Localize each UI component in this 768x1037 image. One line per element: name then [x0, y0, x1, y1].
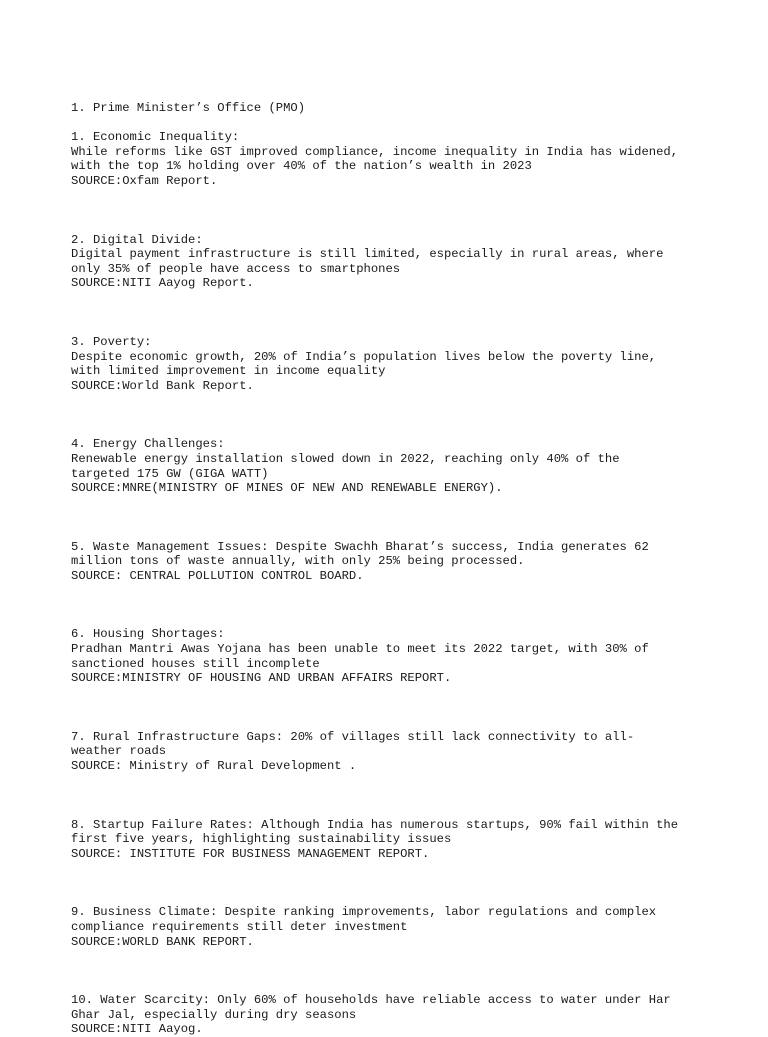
- issue-text-line: SOURCE: Ministry of Rural Development .: [71, 759, 357, 774]
- issue-item: [71, 905, 751, 949]
- issue-text-line: Pradhan Mantri Awas Yojana has been unable to meet its 2022 target, with 30% of: [71, 642, 649, 657]
- document-page: [71, 101, 751, 1037]
- issue-title-line: 4. Energy Challenges:: [71, 437, 225, 452]
- issue-item: [71, 130, 751, 188]
- issue-text-line: only 35% of people have access to smartphones: [71, 261, 401, 276]
- issue-item: [71, 335, 751, 393]
- issue-text-line: SOURCE:World Bank Report.: [71, 378, 254, 393]
- issue-title-line: 7. Rural Infrastructure Gaps: 20% of villages still lack connectivity to all-: [71, 729, 635, 744]
- issue-text-line: Renewable energy installation slowed down in 2022, reaching only 40% of the: [71, 451, 620, 466]
- issue-title-line: 8. Startup Failure Rates: Although India has numerous startups, 90% fail within the: [71, 817, 679, 832]
- issue-text-line: targeted 175 GW (GIGA WATT): [71, 466, 269, 481]
- issue-text-line: SOURCE: INSTITUTE FOR BUSINESS MANAGEMENT REPORT.: [71, 846, 430, 861]
- issue-text-line: SOURCE:MINISTRY OF HOUSING AND URBAN AFFAIRS REPORT.: [71, 671, 452, 686]
- issue-text-line: weather roads: [71, 744, 167, 759]
- issue-text-line: Digital payment infrastructure is still limited, especially in rural areas, where: [71, 247, 664, 262]
- issue-item: [71, 818, 751, 862]
- issue-text-line: SOURCE:MNRE(MINISTRY OF MINES OF NEW AND RENEWABLE ENERGY).: [71, 481, 503, 496]
- issue-text-line: with limited improvement in income equality: [71, 364, 386, 379]
- issue-item: [71, 730, 751, 774]
- issue-title-line: 5. Waste Management Issues: Despite Swachh Bharat’s success, India generates 62: [71, 539, 649, 554]
- issue-text-line: SOURCE:WORLD BANK REPORT.: [71, 934, 254, 949]
- issue-text-line: with the top 1% holding over 40% of the nation’s wealth in 2023: [71, 159, 532, 174]
- issue-item: [71, 540, 751, 584]
- issue-text-line: SOURCE:NITI Aayog.: [71, 1022, 203, 1037]
- issue-text-line: Despite economic growth, 20% of India’s population lives below the poverty line,: [71, 349, 657, 364]
- document-heading: 1. Prime Minister’s Office (PMO): [71, 101, 306, 115]
- issue-item: [71, 627, 751, 685]
- issue-item: [71, 993, 751, 1037]
- issue-text-line: SOURCE:NITI Aayog Report.: [71, 276, 254, 291]
- issue-title-line: 1. Economic Inequality:: [71, 130, 240, 145]
- issue-item: [71, 233, 751, 291]
- issue-title-line: 3. Poverty:: [71, 334, 152, 349]
- issue-text-line: million tons of waste annually, with only 25% being processed.: [71, 554, 525, 569]
- issue-title-line: 6. Housing Shortages:: [71, 627, 225, 642]
- issue-item: [71, 437, 751, 495]
- issue-text-line: SOURCE:Oxfam Report.: [71, 173, 218, 188]
- issue-text-line: Ghar Jal, especially during dry seasons: [71, 1007, 357, 1022]
- issues-list: [71, 130, 751, 1037]
- issue-title-line: 9. Business Climate: Despite ranking improvements, labor regulations and complex: [71, 905, 657, 920]
- issue-text-line: sanctioned houses still incomplete: [71, 656, 320, 671]
- issue-text-line: SOURCE: CENTRAL POLLUTION CONTROL BOARD.: [71, 568, 364, 583]
- issue-title-line: 2. Digital Divide:: [71, 232, 203, 247]
- issue-title-line: 10. Water Scarcity: Only 60% of households have reliable access to water under Har: [71, 993, 671, 1008]
- issue-text-line: first five years, highlighting sustainability issues: [71, 832, 452, 847]
- issue-text-line: compliance requirements still deter investment: [71, 920, 408, 934]
- issue-text-line: While reforms like GST improved compliance, income inequality in India has widened,: [71, 144, 679, 159]
